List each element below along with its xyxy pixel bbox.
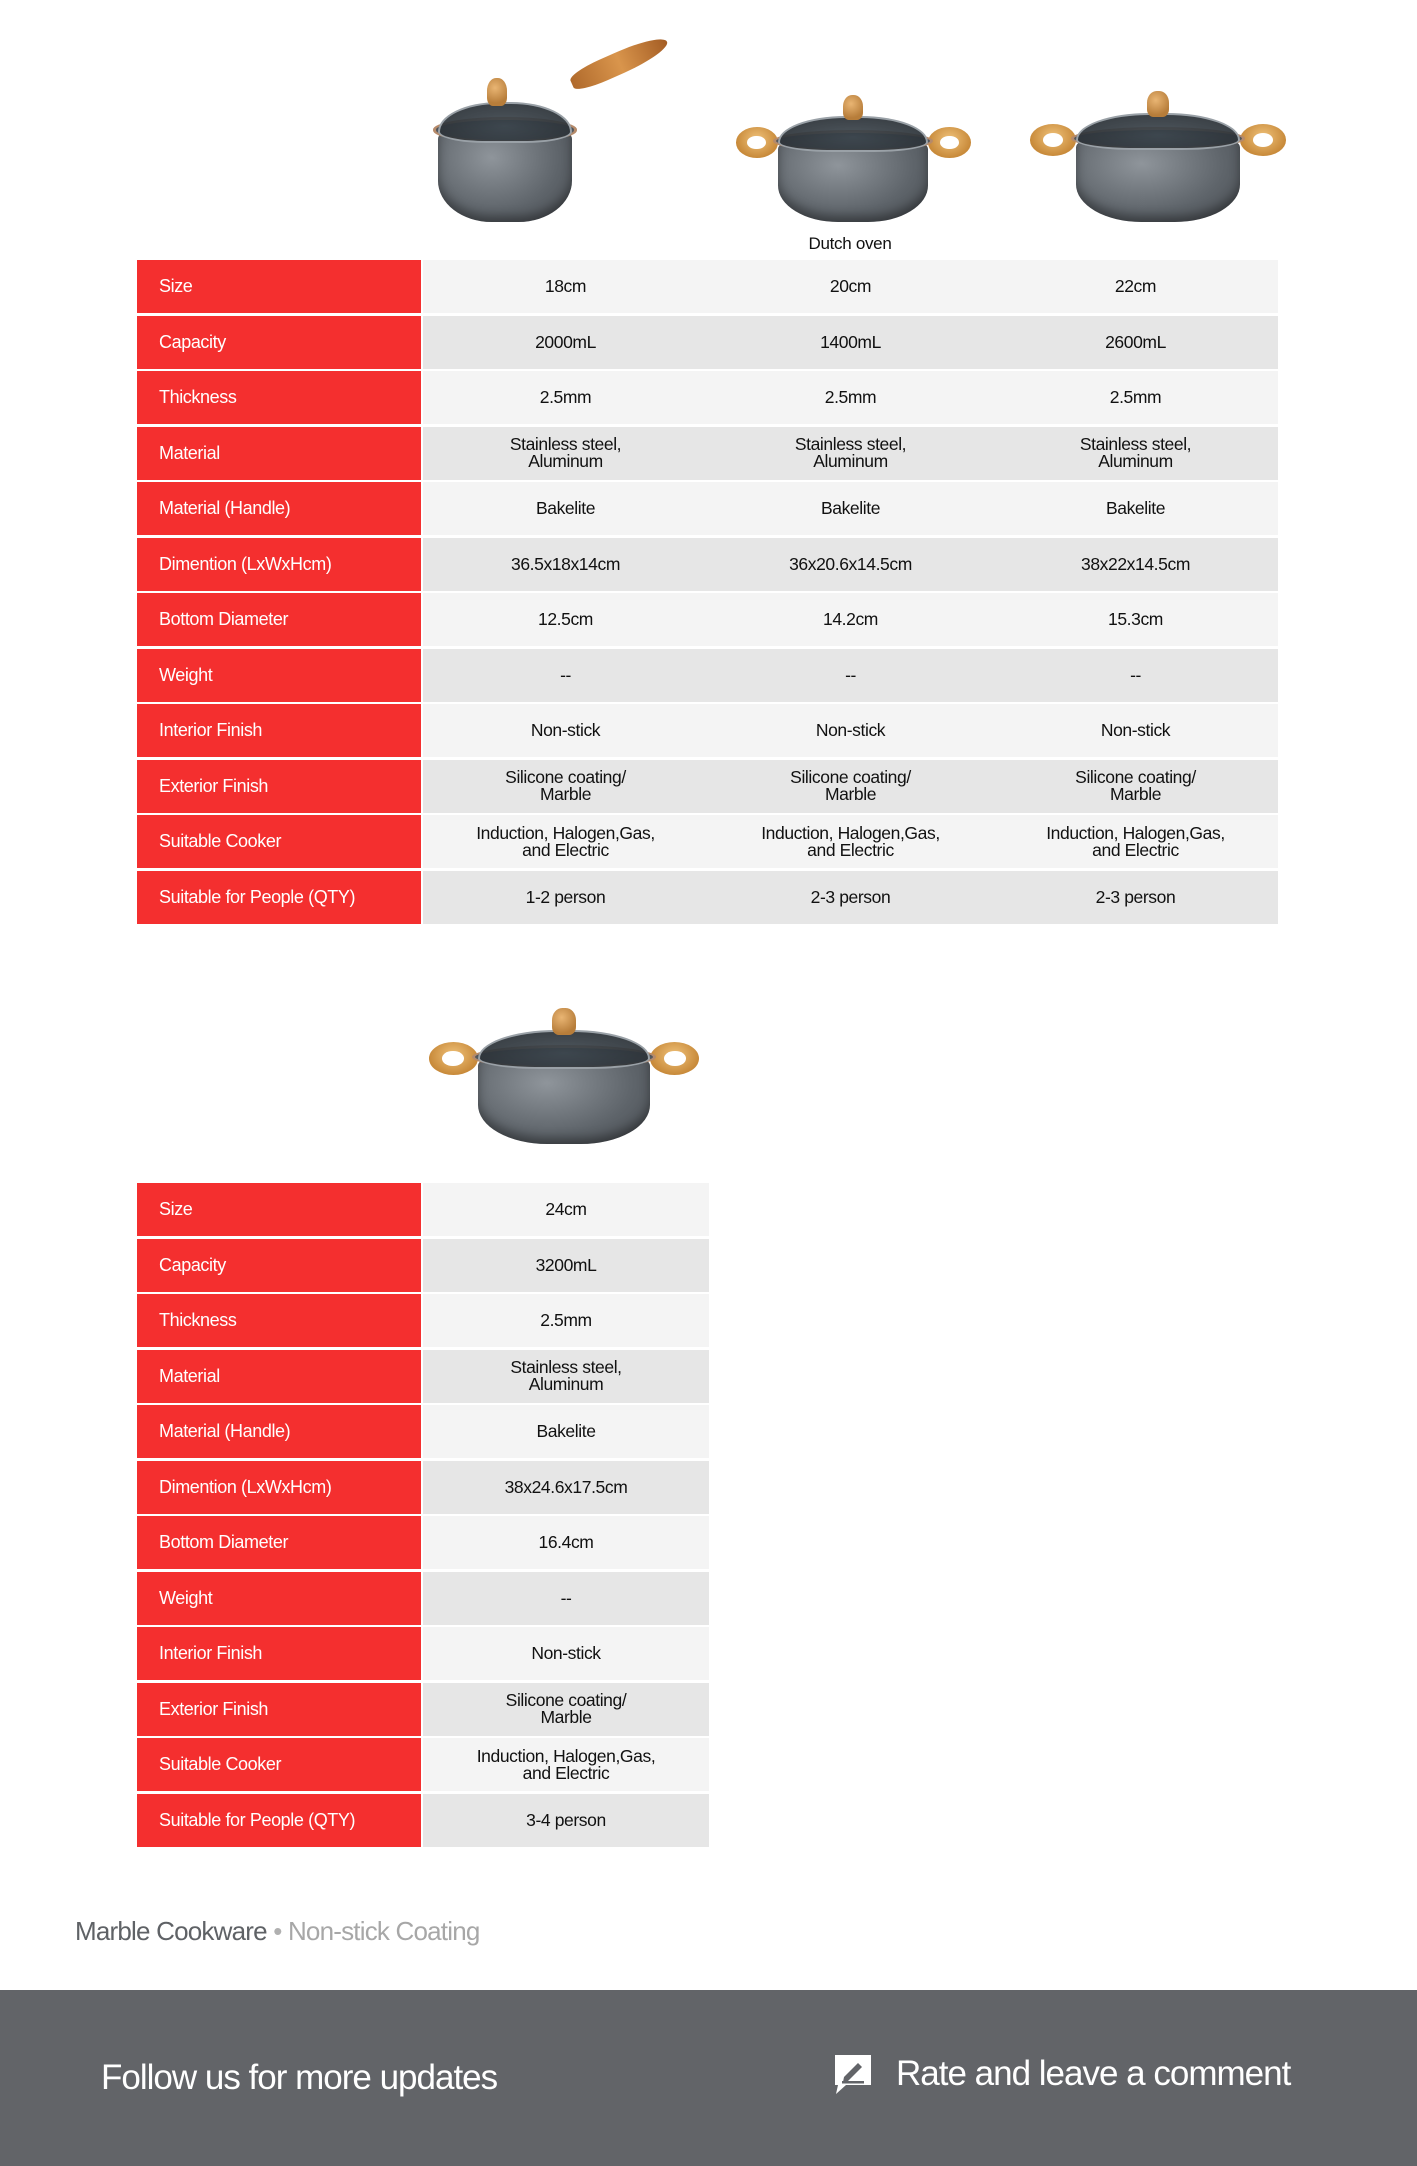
row-value: 2.5mm (423, 371, 708, 424)
row-label: Bottom Diameter (137, 1516, 421, 1569)
row-value: Stainless steel, Aluminum (993, 427, 1278, 480)
row-label: Material (137, 1350, 421, 1403)
follow-us-link[interactable]: Follow us for more updates (101, 2058, 498, 2097)
row-value: Stainless steel, Aluminum (708, 427, 993, 480)
row-value: Bakelite (423, 482, 708, 535)
table-row (137, 1294, 709, 1347)
table-row (137, 1350, 709, 1403)
table-row (137, 1405, 709, 1458)
row-value: 2.5mm (993, 371, 1278, 424)
row-label: Capacity (137, 1239, 421, 1292)
table-row (137, 593, 1278, 646)
product-caption: Dutch oven (808, 234, 892, 253)
row-label: Thickness (137, 371, 421, 424)
row-value: 2000mL (423, 316, 708, 369)
row-label: Bottom Diameter (137, 593, 421, 646)
row-label: Size (137, 1183, 421, 1236)
row-value: 3200mL (423, 1239, 709, 1292)
row-label: Material (137, 427, 421, 480)
row-value: 22cm (993, 260, 1278, 313)
row-label: Suitable Cooker (137, 815, 421, 868)
table-row (137, 1572, 709, 1625)
row-label: Interior Finish (137, 704, 421, 757)
table-row (137, 316, 1278, 369)
table-row (137, 760, 1278, 813)
row-label: Exterior Finish (137, 760, 421, 813)
row-label: Interior Finish (137, 1627, 421, 1680)
rate-comment-button[interactable] (832, 2052, 1290, 2096)
table-row (137, 649, 1278, 702)
row-value: Bakelite (993, 482, 1278, 535)
row-value: Non-stick (993, 704, 1278, 757)
row-value: 2-3 person (993, 871, 1278, 924)
row-value: Induction, Halogen,Gas, and Electric (423, 1738, 709, 1791)
table-row (137, 704, 1278, 757)
row-value: Silicone coating/ Marble (423, 760, 708, 813)
row-label: Suitable for People (QTY) (137, 871, 421, 924)
row-value: 36.5x18x14cm (423, 538, 708, 591)
row-value: 2.5mm (423, 1294, 709, 1347)
row-value: Induction, Halogen,Gas, and Electric (993, 815, 1278, 868)
tagline (75, 1916, 480, 1947)
table-row (137, 1627, 709, 1680)
comment-pen-icon (832, 2052, 874, 2096)
table-row (137, 538, 1278, 591)
table-row (137, 1794, 709, 1847)
table-row (137, 871, 1278, 924)
row-label: Suitable for People (QTY) (137, 1794, 421, 1847)
row-value: Bakelite (708, 482, 993, 535)
row-label: Weight (137, 649, 421, 702)
row-label: Capacity (137, 316, 421, 369)
row-value: Induction, Halogen,Gas, and Electric (423, 815, 708, 868)
row-value: 16.4cm (423, 1516, 709, 1569)
row-value: 1400mL (708, 316, 993, 369)
row-label: Size (137, 260, 421, 313)
table-row (137, 815, 1278, 868)
row-label: Thickness (137, 1294, 421, 1347)
row-value: Silicone coating/ Marble (423, 1683, 709, 1736)
table-row (137, 1738, 709, 1791)
row-value: 12.5cm (423, 593, 708, 646)
row-value: Stainless steel, Aluminum (423, 427, 708, 480)
tagline-main: Marble Cookware (75, 1916, 267, 1946)
row-label: Material (Handle) (137, 1405, 421, 1458)
table-row (137, 260, 1278, 313)
table-row (137, 1461, 709, 1514)
row-value: 3-4 person (423, 1794, 709, 1847)
table-row (137, 1516, 709, 1569)
row-value: 15.3cm (993, 593, 1278, 646)
row-value: 38x24.6x17.5cm (423, 1461, 709, 1514)
row-label: Dimention (LxWxHcm) (137, 538, 421, 591)
saucepan-image (418, 70, 666, 228)
row-value: Non-stick (423, 1627, 709, 1680)
row-value: 2-3 person (708, 871, 993, 924)
row-value: 36x20.6x14.5cm (708, 538, 993, 591)
row-value: -- (708, 649, 993, 702)
row-label: Dimention (LxWxHcm) (137, 1461, 421, 1514)
row-value: Silicone coating/ Marble (993, 760, 1278, 813)
row-label: Suitable Cooker (137, 1738, 421, 1791)
row-value: 18cm (423, 260, 708, 313)
tagline-separator: • (273, 1916, 282, 1946)
row-label: Material (Handle) (137, 482, 421, 535)
row-value: 1-2 person (423, 871, 708, 924)
dutch-oven-24cm-image (420, 1000, 708, 1150)
row-label: Weight (137, 1572, 421, 1625)
footer (0, 1990, 1417, 2166)
table-row (137, 482, 1278, 535)
dutch-oven-20cm-image (728, 88, 978, 228)
rate-comment-label: Rate and leave a comment (896, 2054, 1291, 2093)
row-value: -- (993, 649, 1278, 702)
dutch-oven-22cm-image (1022, 84, 1294, 228)
row-value: Non-stick (423, 704, 708, 757)
row-value: 20cm (708, 260, 993, 313)
table-row (137, 1239, 709, 1292)
row-value: 38x22x14.5cm (993, 538, 1278, 591)
table-row (137, 371, 1278, 424)
table-row (137, 1683, 709, 1736)
row-value: -- (423, 1572, 709, 1625)
row-value: 2.5mm (708, 371, 993, 424)
row-value: 24cm (423, 1183, 709, 1236)
table-row (137, 427, 1278, 480)
row-value: 2600mL (993, 316, 1278, 369)
table-row (137, 1183, 709, 1236)
row-value: Induction, Halogen,Gas, and Electric (708, 815, 993, 868)
row-label: Exterior Finish (137, 1683, 421, 1736)
row-value: Bakelite (423, 1405, 709, 1458)
row-value: -- (423, 649, 708, 702)
row-value: Non-stick (708, 704, 993, 757)
row-value: Stainless steel, Aluminum (423, 1350, 709, 1403)
tagline-sub: Non-stick Coating (287, 1916, 480, 1946)
row-value: Silicone coating/ Marble (708, 760, 993, 813)
row-value: 14.2cm (708, 593, 993, 646)
